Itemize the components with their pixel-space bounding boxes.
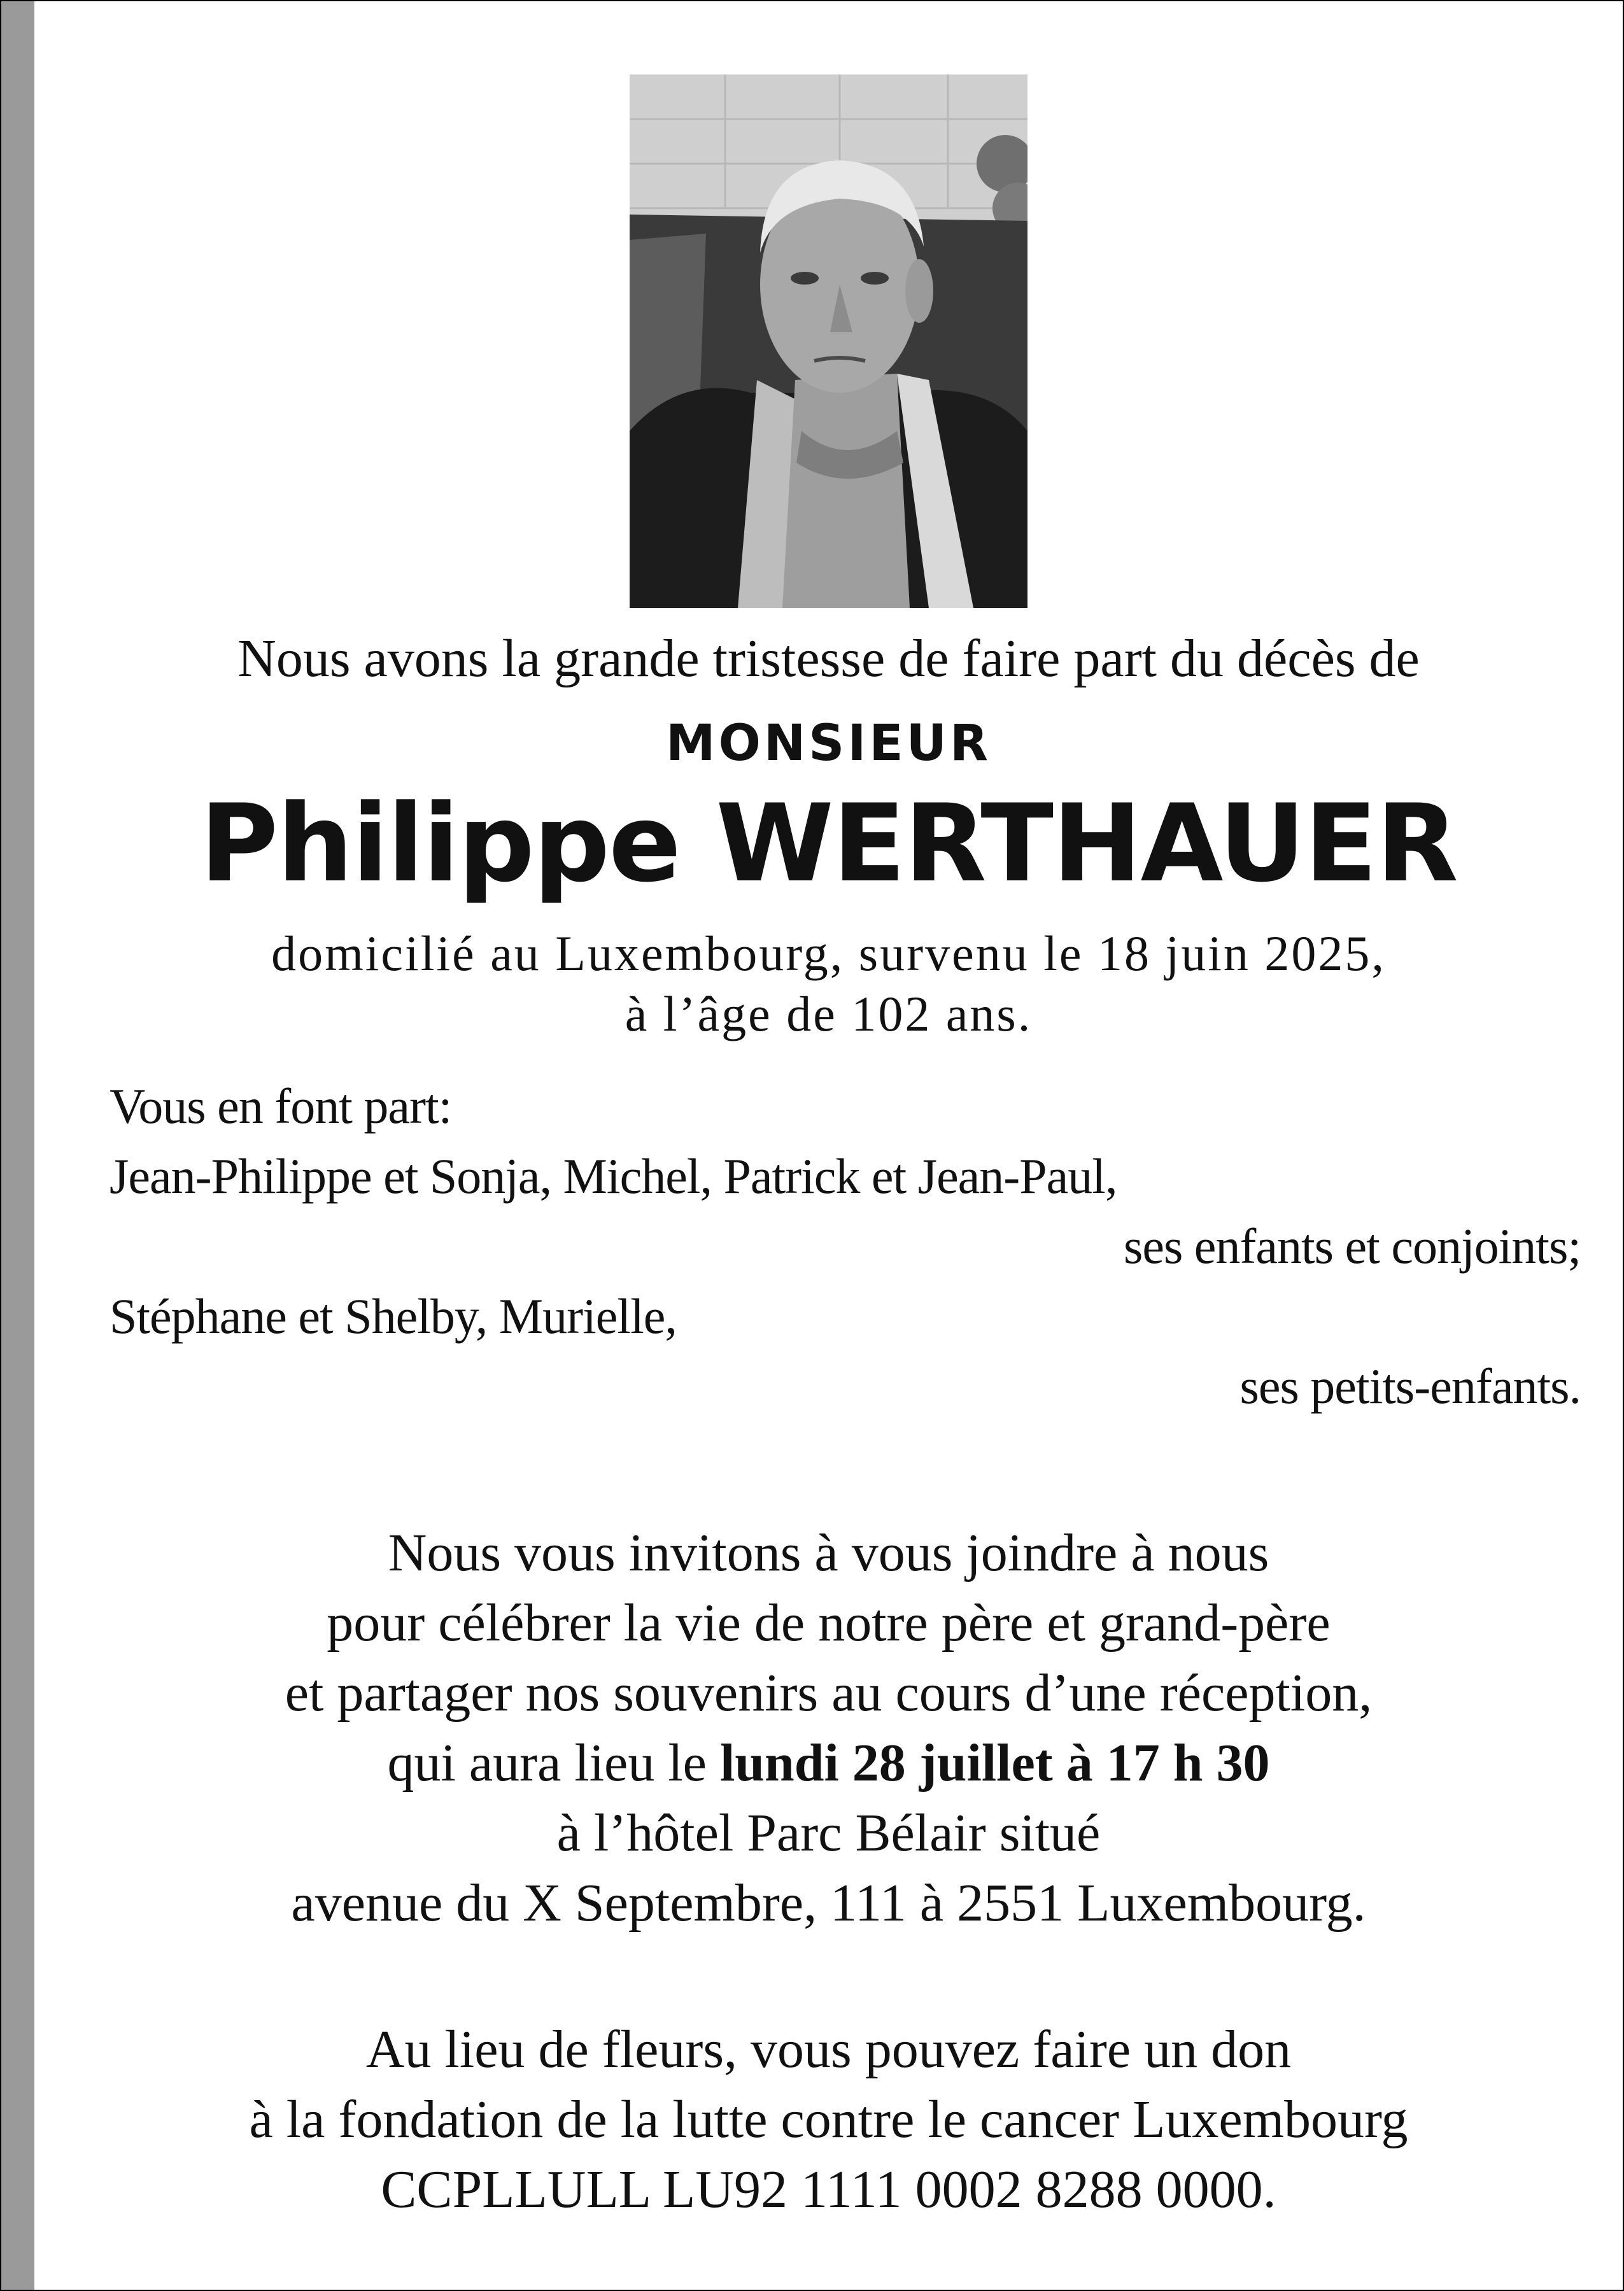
invitation-line-2: pour célébrer la vie de notre père et grand-père (327, 1593, 1331, 1653)
invitation-address: avenue du X Septembre, 111 à 2551 Luxembourg. (291, 1873, 1366, 1933)
age-at-death: à l’âge de 102 ans. (625, 986, 1033, 1041)
donation-line-1: Au lieu de fleurs, vous pouvez faire un don (365, 2020, 1292, 2079)
grandchildren-names: Stéphane et Shelby, Murielle, (109, 1288, 677, 1344)
portrait-photo (630, 74, 1027, 608)
family-heading: Vous en font part: (109, 1078, 452, 1134)
children-names: Jean-Philippe et Sonja, Michel, Patrick et Jean-Paul, (109, 1148, 1117, 1204)
donation-line-2: à la fondation de la lutte contre le cancer Luxembourg (249, 2090, 1408, 2149)
intro-text: Nous avons la grande tristesse de faire part du décès de (237, 629, 1420, 688)
invitation-line-1: Nous vous invitons à vous joindre à nous (388, 1523, 1269, 1583)
children-role: ses enfants et conjoints; (1123, 1218, 1581, 1274)
invitation-prefix: qui aura lieu le (387, 1733, 720, 1793)
invitation-venue: à l’hôtel Parc Bélair situé (556, 1803, 1101, 1863)
honorific: MONSIEUR (665, 715, 992, 772)
residence-and-date: domicilié au Luxembourg, survenu le 18 juin 2025, (271, 926, 1386, 981)
invitation-line-3: et partager nos souvenirs au cours d’une réception, (285, 1663, 1373, 1723)
reception-date: lundi 28 juillet à 17 h 30 (719, 1733, 1270, 1793)
grandchildren-role: ses petits-enfants. (1239, 1358, 1581, 1414)
grey-side-bar (1, 1, 34, 2290)
deceased-name: Philippe WERTHAUER (200, 781, 1457, 906)
obituary-notice (34, 0, 1623, 2291)
donation-account: CCPLLULL LU92 1111 0002 8288 0000. (381, 2160, 1276, 2219)
invitation-line-4 (34, 1728, 1623, 1798)
